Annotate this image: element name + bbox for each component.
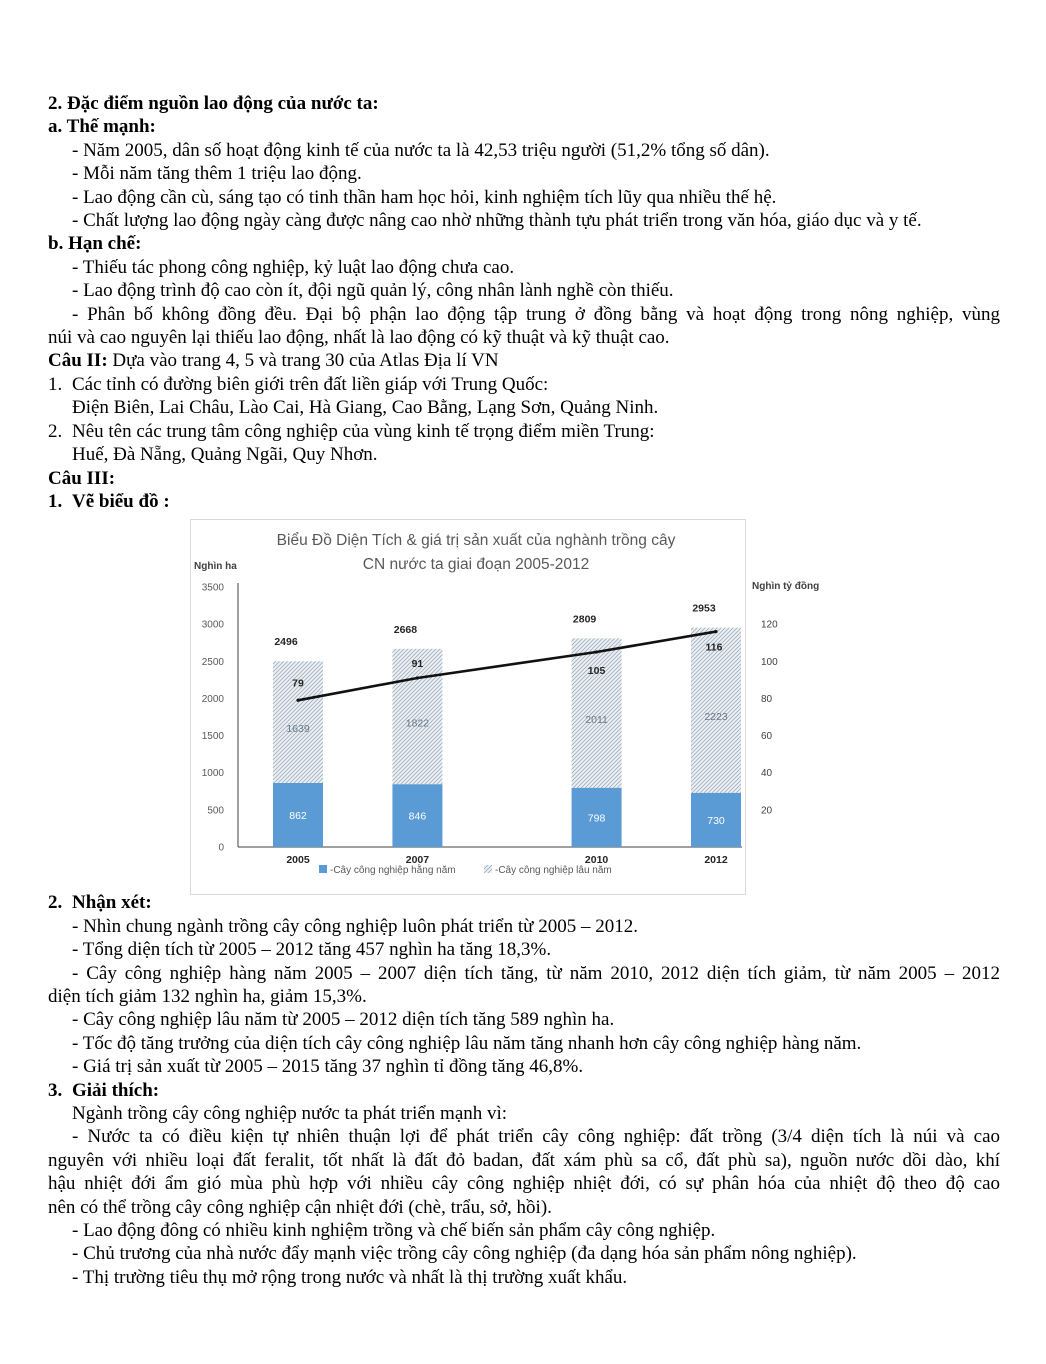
- explanation-line: nguyên với nhiều loại đất feralit, tốt nhất là đất đỏ badan, đất xám phù sa cổ, đất phù sa), nguồn nước dồi dào, khí: [48, 1149, 1000, 1171]
- right-tick-label: 60: [761, 731, 773, 743]
- list-number: 3.: [48, 1079, 63, 1101]
- legend-perennial-label: -Cây công nghiệp lâu năm: [495, 865, 612, 877]
- explanation-item: - Thị trường tiêu thụ mở rộng trong nước và nhất là thị trường xuất khẩu.: [72, 1266, 628, 1288]
- explanation-line: hậu nhiệt đới ẩm gió mùa phù hợp với nhiều cây công nghiệp nhiệt đới, có sự phân hóa của nhiệt độ theo độ cao: [48, 1173, 1000, 1195]
- explanation-line: - Nước ta có điều kiện tự nhiên thuận lợi để phát triển cây công nghiệp: đất trồng (3/4 diện tích là núi và cao: [72, 1126, 1000, 1148]
- strength-item: - Mỗi năm tăng thêm 1 triệu lao động.: [72, 163, 362, 185]
- bar-perennial-label: 2223: [704, 711, 728, 724]
- question-2-heading: [48, 349, 1000, 372]
- left-tick-label: 0: [218, 842, 224, 854]
- comment-item-line2: diện tích giảm 132 nghìn ha, giảm 15,3%.: [48, 985, 367, 1007]
- line-value-label: 91: [411, 658, 424, 671]
- question-2-1-answer: Điện Biên, Lai Châu, Lào Cai, Hà Giang, Cao Bằng, Lạng Sơn, Quảng Ninh.: [72, 397, 659, 419]
- list-number: 2.: [48, 420, 63, 442]
- bar-annual-label: 798: [587, 812, 606, 825]
- left-tick-label: 2000: [201, 694, 224, 706]
- strengths-title: a. Thế mạnh:: [48, 116, 156, 138]
- question-2-1: 1. Các tỉnh có đường biên giới trên đất liền giáp với Trung Quốc:: [48, 373, 549, 395]
- limitation-item-line1: - Phân bố không đồng đều. Đại bộ phận lao động tập trung ở đồng bằng và hoạt động trong nông nghiệp, vùng: [72, 303, 1000, 325]
- document-page: [48, 92, 1000, 1289]
- x-tick-label: 2007: [405, 854, 430, 867]
- x-tick-label: 2010: [584, 854, 609, 867]
- bar-total-label: 2809: [572, 613, 597, 626]
- comment-item: - Tổng diện tích từ 2005 – 2012 tăng 457 nghìn ha tăng 18,3%.: [72, 939, 552, 961]
- strength-item: - Lao động cần cù, sáng tạo có tinh thần ham học hỏi, kinh nghiệm tích lũy qua nhiều thế hệ.: [72, 186, 777, 208]
- strength-item: - Năm 2005, dân số hoạt động kinh tế của nước ta là 42,53 triệu người (51,2% tổng số dân).: [72, 139, 770, 161]
- line-value-label: 79: [292, 677, 304, 690]
- bar-perennial-label: 1639: [286, 723, 310, 736]
- explanation-item: - Lao động đông có nhiều kinh nghiệm trồng và chế biến sản phẩm cây công nghiệp.: [72, 1220, 716, 1241]
- limitation-item: - Thiếu tác phong công nghiệp, kỷ luật lao động chưa cao.: [72, 256, 515, 278]
- bar-total-label: 2496: [274, 636, 298, 649]
- bar-annual-label: 730: [707, 815, 725, 828]
- chart-title-line: CN nước ta giai đoạn 2005-2012: [362, 556, 590, 574]
- right-tick-label: 100: [761, 657, 778, 669]
- line-point: [595, 651, 598, 654]
- chart-title-line: Biểu Đồ Diện Tích & giá trị sản xuất của nghành trồng cây: [276, 532, 676, 550]
- left-axis-label: Nghìn ha: [194, 561, 237, 573]
- x-tick-label: 2005: [286, 854, 310, 867]
- right-tick-label: 20: [761, 805, 773, 817]
- section-2-title: 2. Đặc điểm nguồn lao động của nước ta:: [48, 93, 379, 114]
- explanation-line: nên có thể trồng cây công nghiệp cận nhiệt đới (chè, trẩu, sở, hồi).: [48, 1196, 552, 1218]
- bar-perennial: [572, 639, 622, 788]
- comment-item: - Tốc độ tăng trưởng của diện tích cây công nghiệp lâu năm tăng nhanh hơn cây công nghiệp hàng năm.: [72, 1032, 862, 1054]
- comments-heading: 2. Nhận xét:: [48, 892, 152, 914]
- right-tick-label: 40: [761, 768, 773, 780]
- question-2-label: Câu II:: [48, 350, 108, 372]
- bar-perennial-label: 1822: [405, 717, 430, 730]
- list-number: 2.: [48, 892, 63, 914]
- limitation-item: - Lao động trình độ cao còn ít, đội ngũ quản lý, công nhân lành nghề còn thiếu.: [72, 280, 674, 302]
- limitations-title: b. Hạn chế:: [48, 233, 142, 255]
- comment-item-line1: - Cây công nghiệp hàng năm 2005 – 2007 diện tích tăng, từ năm 2010, 2012 diện tích giảm, từ năm 2005 – 2012: [72, 962, 1000, 984]
- right-tick-label: 120: [761, 619, 778, 631]
- left-tick-label: 1000: [201, 768, 224, 780]
- strength-item: - Chất lượng lao động ngày càng được nâng cao nhờ những thành tựu phát triển trong văn hóa, giáo dục và y tế.: [72, 210, 922, 232]
- bar-total-label: 2668: [393, 624, 418, 637]
- line-value-label: 105: [587, 665, 606, 678]
- legend-perennial-swatch: [484, 865, 492, 873]
- bar-annual-label: 862: [289, 810, 307, 823]
- bar-perennial-label: 2011: [585, 714, 608, 727]
- limitation-item-line2: núi và cao nguyên lại thiếu lao động, nhất là lao động có kỹ thuật và kỹ thuật cao.: [48, 327, 670, 349]
- line-value-label: 116: [705, 641, 723, 654]
- left-tick-label: 3500: [201, 582, 224, 594]
- left-tick-label: 3000: [201, 619, 224, 631]
- chart-container: [48, 513, 1000, 891]
- explanation-heading: 3. Giải thích:: [48, 1079, 160, 1101]
- left-tick-label: 500: [207, 805, 224, 817]
- question-3-label: Câu III:: [48, 467, 116, 489]
- area-value-chart: [190, 519, 820, 895]
- line-point: [296, 699, 299, 702]
- comment-item: - Cây công nghiệp lâu năm từ 2005 – 2012 diện tích tăng 589 nghìn ha.: [72, 1009, 615, 1031]
- explanation-item: - Chủ trương của nhà nước đẩy mạnh việc trồng cây công nghiệp (đa dạng hóa sản phẩm nông nghiệp).: [72, 1243, 857, 1265]
- explanation-intro: Ngành trồng cây công nghiệp nước ta phát triển mạnh vì:: [72, 1102, 508, 1124]
- draw-chart-heading: 1. Vẽ biểu đồ :: [48, 490, 170, 512]
- right-axis-label: Nghìn tỷ đồng: [752, 581, 820, 593]
- legend-annual-label: -Cây công nghiệp hằng năm: [330, 865, 456, 877]
- legend-annual-swatch: [319, 865, 327, 873]
- question-2-2: 2. Nêu tên các trung tâm công nghiệp của vùng kinh tế trọng điểm miền Trung:: [48, 420, 655, 442]
- list-number: 1.: [48, 373, 63, 395]
- comment-item: - Giá trị sản xuất từ 2005 – 2015 tăng 37 nghìn tỉ đồng tăng 46,8%.: [72, 1056, 584, 1078]
- left-tick-label: 2500: [201, 657, 224, 669]
- question-2-2-answer: Huế, Đà Nẵng, Quảng Ngãi, Quy Nhơn.: [72, 444, 378, 466]
- line-point: [416, 677, 419, 680]
- list-number: 1.: [48, 490, 63, 512]
- question-2-text: Dựa vào trang 4, 5 và trang 30 của Atlas Địa lí VN: [107, 350, 499, 372]
- comment-item: - Nhìn chung ngành trồng cây công nghiệp luôn phát triển từ 2005 – 2012.: [72, 915, 638, 937]
- left-tick-label: 1500: [201, 731, 224, 743]
- bar-total-label: 2953: [692, 602, 716, 615]
- bar-annual-label: 846: [408, 810, 427, 823]
- line-point: [714, 630, 717, 633]
- x-tick-label: 2012: [704, 854, 728, 867]
- right-tick-label: 80: [761, 694, 773, 706]
